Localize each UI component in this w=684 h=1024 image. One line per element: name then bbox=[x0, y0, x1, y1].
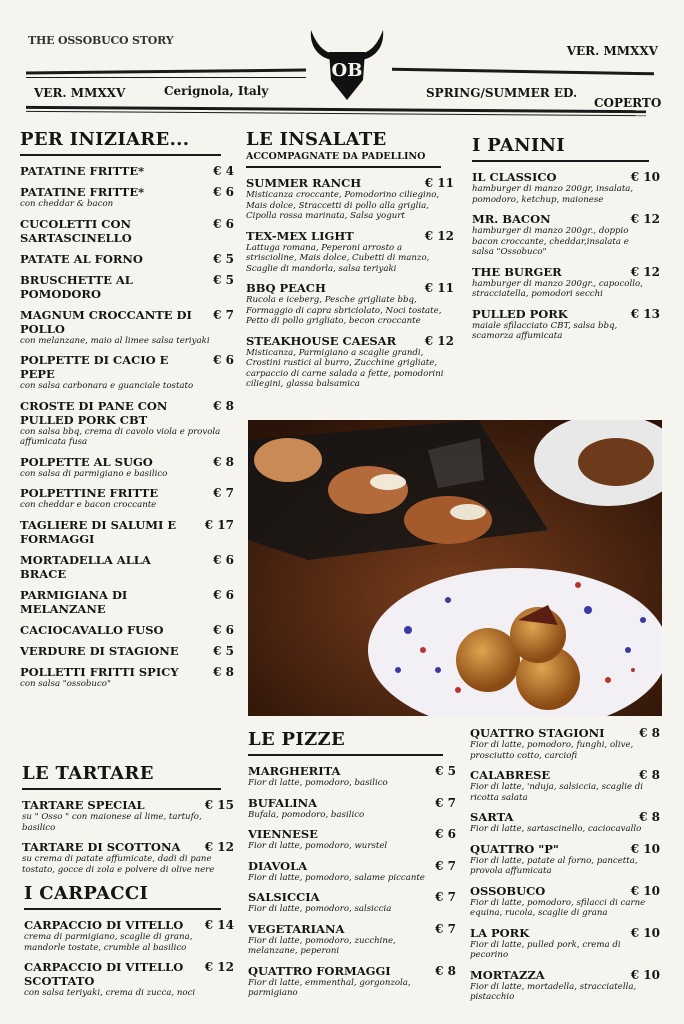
tartare-list bbox=[22, 798, 238, 875]
menu-item bbox=[248, 922, 460, 957]
menu-item bbox=[20, 455, 238, 480]
menu-item-name: CUCOLETTI CON SARTASCINELLO bbox=[20, 216, 132, 245]
menu-item-name: VEGETARIANA bbox=[248, 921, 345, 936]
menu-item bbox=[470, 968, 664, 1003]
section-rule bbox=[22, 788, 221, 790]
coperto: COPERTO bbox=[594, 96, 662, 110]
section-rule bbox=[20, 154, 221, 156]
menu-item bbox=[470, 768, 664, 803]
menu-item bbox=[248, 796, 460, 821]
menu-item bbox=[20, 623, 238, 637]
menu-item-name: MORTAZZA bbox=[470, 967, 545, 982]
menu-item bbox=[20, 164, 238, 178]
col-left bbox=[20, 130, 238, 696]
menu-item bbox=[20, 217, 238, 245]
menu-item bbox=[22, 798, 238, 833]
panini-list bbox=[472, 170, 664, 342]
menu-item-name: POLLETTI FRITTI SPICY bbox=[20, 664, 179, 679]
menu-item bbox=[470, 842, 664, 877]
menu-item bbox=[246, 334, 458, 390]
menu-item-name: CARPACCIO DI VITELLO bbox=[24, 918, 184, 932]
section-rule bbox=[246, 166, 441, 168]
menu-item bbox=[246, 229, 458, 275]
section-rule bbox=[472, 160, 649, 162]
menu-item-name: DIAVOLA bbox=[248, 858, 308, 873]
section-title-carpacci: I CARPACCI bbox=[24, 883, 149, 904]
menu-item-name: LA PORK bbox=[470, 925, 530, 940]
menu-item-description: hamburger di manzo 200gr., doppio bacon croccante, cheddar,insalata e salsa "Ossobuco" bbox=[472, 226, 629, 257]
header-rule-top bbox=[26, 69, 306, 75]
menu-item-price: € 6 bbox=[213, 185, 234, 199]
menu-item bbox=[20, 588, 238, 616]
menu-item-price: € 10 bbox=[630, 170, 660, 184]
menu-item-description: con cheddar & bacon bbox=[20, 199, 114, 209]
menu-item-description: con cheddar e bacon croccante bbox=[20, 500, 157, 510]
menu-item-name: POLPETTE AL SUGO bbox=[20, 454, 153, 469]
menu-item-price: € 6 bbox=[213, 216, 234, 231]
menu-item-price: € 8 bbox=[639, 768, 660, 782]
section-title-tartare: LE TARTARE bbox=[22, 763, 154, 784]
menu-item bbox=[20, 185, 238, 210]
menu-item-name: SUMMER RANCH bbox=[246, 176, 362, 190]
menu-item-price: € 6 bbox=[213, 552, 234, 567]
col-left-carpacci bbox=[24, 884, 238, 1006]
menu-item-price: € 8 bbox=[435, 963, 456, 978]
section-rule bbox=[24, 908, 221, 910]
menu-item-price: € 7 bbox=[435, 890, 456, 904]
menu-item-price: € 14 bbox=[204, 918, 234, 932]
menu-item-price: € 6 bbox=[213, 587, 234, 602]
menu-item-price: € 8 bbox=[639, 810, 660, 824]
menu-item-name: CACIOCAVALLO FUSO bbox=[20, 622, 164, 637]
menu-item-description: Fior di latte, 'nduja, salsiccia, scaglie di ricotta salata bbox=[470, 782, 644, 803]
col-pizze-left bbox=[248, 730, 460, 1006]
section-title-panini: I PANINI bbox=[472, 135, 566, 156]
pizze-right-list bbox=[470, 726, 664, 1003]
menu-item-name: TAGLIERE DI SALUMI E FORMAGGI bbox=[20, 517, 177, 546]
col-left-tartare bbox=[22, 764, 238, 882]
menu-item bbox=[246, 281, 458, 327]
menu-item bbox=[470, 726, 664, 761]
menu-item-price: € 8 bbox=[213, 454, 234, 469]
menu-item-name: STEAKHOUSE CAESAR bbox=[246, 333, 397, 348]
menu-item-price: € 6 bbox=[213, 353, 234, 367]
menu-item-description: Fior di latte, pomodoro, basilico bbox=[248, 778, 388, 788]
menu-item-price: € 17 bbox=[204, 517, 234, 532]
menu-item-name: SARTA bbox=[470, 810, 514, 824]
menu-item-name: IL CLASSICO bbox=[472, 170, 557, 184]
menu-item-description: Fior di latte, pomodoro, funghi, olive, prosciutto cotto, carciofi bbox=[470, 740, 634, 761]
menu-item-description: Fior di latte, pomodoro, sfilacci di carne equina, rucola, scaglie di grana bbox=[470, 897, 646, 918]
carpacci-list bbox=[24, 918, 238, 999]
menu-item bbox=[248, 827, 460, 852]
menu-item-name: MARGHERITA bbox=[248, 764, 341, 778]
menu-item-price: € 6 bbox=[435, 827, 456, 841]
menu-item-price: € 8 bbox=[213, 398, 234, 413]
menu-item bbox=[20, 644, 238, 658]
menu-item-description: con melanzane, maio al limee salsa teriyaki bbox=[20, 335, 210, 346]
section-subtitle-insalate: ACCOMPAGNATE DA PADELLINO bbox=[246, 151, 426, 162]
menu-item-price: € 5 bbox=[213, 272, 234, 287]
section-title-pizze: LE PIZZE bbox=[248, 729, 345, 750]
menu-item-name: PATATE AL FORNO bbox=[20, 251, 143, 266]
menu-item-name: TEX-MEX LIGHT bbox=[246, 228, 354, 243]
menu-item-price: € 12 bbox=[630, 212, 660, 226]
menu-item-description: Fior di latte, pomodoro, salame piccante bbox=[248, 872, 425, 883]
menu-item bbox=[20, 518, 238, 546]
menu-item bbox=[20, 665, 238, 690]
menu-item-description: Bufala, pomodoro, basilico bbox=[248, 809, 365, 820]
menu-item bbox=[20, 252, 238, 266]
menu-item bbox=[248, 764, 460, 789]
menu-item-price: € 5 bbox=[435, 764, 456, 778]
menu-item-price: € 12 bbox=[204, 840, 234, 854]
menu-item-name: CALABRESE bbox=[470, 768, 551, 782]
insalate-list bbox=[246, 176, 458, 390]
menu-item-description: con salsa carbonara e guanciale tostato bbox=[20, 381, 194, 391]
menu-item bbox=[470, 884, 664, 919]
version-left: VER. MMXXV bbox=[34, 86, 126, 100]
menu-item bbox=[470, 810, 664, 835]
menu-item-price: € 7 bbox=[213, 307, 234, 322]
menu-item-name: THE BURGER bbox=[472, 264, 562, 279]
menu-item bbox=[20, 273, 238, 301]
menu-item-description: Rucola e iceberg, Pesche grigliate bbq, Formaggio di capra sbriciolato, Noci tostate, Petto di pollo grigliato, becon croccante bbox=[246, 295, 442, 326]
brand-text: THE OSSOBUCO STORY bbox=[28, 34, 174, 47]
menu-item-description: con salsa di parmigiano e basilico bbox=[20, 468, 168, 479]
menu-item-name: SALSICCIA bbox=[248, 890, 320, 904]
menu-item-description: maiale sfilacciato CBT, salsa bbq, scamorza affumicata bbox=[472, 320, 618, 341]
menu-item-description: con salsa teriyaki, crema di zucca, noci bbox=[24, 988, 196, 998]
menu-item-name: CROSTE DI PANE CON PULLED PORK CBT bbox=[20, 398, 168, 427]
menu-item-price: € 5 bbox=[213, 643, 234, 658]
menu-item-price: € 10 bbox=[630, 883, 660, 898]
menu-item-description: Fior di latte, pomodoro, zucchine, melanzane, peperoni bbox=[248, 935, 396, 956]
menu-item-name: PATATINE FRITTE* bbox=[20, 185, 145, 199]
menu-item-name: PATATINE FRITTE* bbox=[20, 164, 145, 178]
menu-item-description: Fior di latte, patate al forno, pancetta, provola affumicata bbox=[470, 855, 638, 876]
menu-item bbox=[20, 353, 238, 392]
col-middle bbox=[246, 130, 458, 397]
menu-item-name: TARTARE SPECIAL bbox=[22, 798, 145, 812]
menu-item-description: Misticanza, Parmigiano a scaglie grandi, Crostini rustici al burro, Zucchine grigliate, carpaccio di carne salada a fette, pomodorini ciliegini, glassa balsamica bbox=[246, 347, 444, 389]
location: Cerignola, Italy bbox=[164, 84, 269, 98]
logo-text: OB bbox=[331, 60, 363, 81]
menu-item-price: € 6 bbox=[213, 622, 234, 637]
menu-item-description: su crema di patate affumicate, dadi di pane tostato, gocce di zola e polvere di olive nere bbox=[22, 854, 215, 875]
menu-item-price: € 7 bbox=[213, 486, 234, 500]
bull-head-icon bbox=[305, 20, 389, 104]
menu-item-price: € 7 bbox=[435, 921, 456, 936]
menu-item-name: OSSOBUCO bbox=[470, 883, 546, 898]
menu-item bbox=[22, 840, 238, 875]
menu-item-price: € 10 bbox=[630, 967, 660, 982]
menu-item-name: QUATTRO STAGIONI bbox=[470, 726, 605, 740]
edition: SPRING/SUMMER ED. bbox=[426, 86, 578, 100]
menu-item bbox=[248, 890, 460, 915]
menu-item bbox=[20, 399, 238, 448]
menu-item-price: € 11 bbox=[424, 176, 454, 190]
menu-item-name: BBQ PEACH bbox=[246, 281, 326, 295]
menu-item-price: € 7 bbox=[435, 858, 456, 873]
section-rule bbox=[248, 754, 443, 756]
menu-item-name: MORTADELLA ALLA BRACE bbox=[20, 552, 151, 581]
col-pizze-right bbox=[470, 726, 664, 1010]
menu-item bbox=[472, 170, 664, 205]
menu-item bbox=[20, 308, 238, 347]
menu-item-price: € 7 bbox=[435, 795, 456, 810]
menu-item bbox=[246, 176, 458, 222]
menu-item-name: BRUSCHETTE AL POMODORO bbox=[20, 272, 133, 301]
food-photo-illustration bbox=[248, 420, 662, 716]
menu-item-description: Fior di latte, mortadella, stracciatella, pistacchio bbox=[470, 981, 637, 1002]
menu-item-price: € 4 bbox=[213, 164, 234, 178]
menu-item-price: € 12 bbox=[204, 960, 234, 974]
menu-item-description: Fior di latte, pulled pork, crema di pecorino bbox=[470, 939, 621, 960]
menu-item-name: MR. BACON bbox=[472, 212, 551, 226]
menu-item-name: POLPETTINE FRITTE bbox=[20, 486, 159, 500]
menu-item bbox=[470, 926, 664, 961]
menu-item-price: € 10 bbox=[630, 925, 660, 940]
menu-item bbox=[248, 859, 460, 884]
menu-item-price: € 13 bbox=[630, 306, 660, 321]
menu-item-name: PARMIGIANA DI MELANZANE bbox=[20, 587, 128, 616]
menu-item-price: € 12 bbox=[424, 228, 454, 243]
pizze-left-list bbox=[248, 764, 460, 999]
menu-item-name: VIENNESE bbox=[248, 827, 318, 841]
menu-item bbox=[24, 918, 238, 953]
version-top: VER. MMXXV bbox=[566, 44, 658, 58]
menu-item-price: € 5 bbox=[213, 251, 234, 266]
menu-item bbox=[472, 307, 664, 342]
menu-item-description: Fior di latte, sartascinello, caciocavallo bbox=[470, 824, 642, 834]
menu-item-name: CARPACCIO DI VITELLO SCOTTATO bbox=[24, 960, 184, 988]
per-iniziare-list bbox=[20, 164, 238, 689]
menu-item-description: Fior di latte, pomodoro, salsiccia bbox=[248, 904, 392, 914]
menu-item-name: MAGNUM CROCCANTE DI POLLO bbox=[20, 307, 192, 336]
header-rule-top-right bbox=[392, 68, 654, 76]
menu-item-description: Fior di latte, emmenthal, gorgonzola, parmigiano bbox=[248, 977, 411, 998]
menu-item-price: € 12 bbox=[630, 264, 660, 279]
menu-item bbox=[472, 265, 664, 300]
menu-item-name: TARTARE DI SCOTTONA bbox=[22, 840, 181, 854]
food-photo bbox=[248, 420, 662, 716]
menu-item-description: con salsa "ossobuco" bbox=[20, 678, 111, 689]
menu-item-price: € 15 bbox=[204, 798, 234, 812]
section-title-insalate: LE INSALATE bbox=[246, 129, 387, 150]
menu-item-price: € 8 bbox=[213, 664, 234, 679]
menu-item-name: QUATTRO "P" bbox=[470, 841, 559, 856]
menu-item-name: QUATTRO FORMAGGI bbox=[248, 963, 391, 978]
menu-item bbox=[20, 486, 238, 511]
section-title-per-iniziare: PER INIZIARE... bbox=[20, 129, 190, 150]
menu-item bbox=[248, 964, 460, 999]
header-rule-thin bbox=[26, 77, 306, 78]
menu-item-name: PULLED PORK bbox=[472, 306, 568, 321]
menu-item bbox=[24, 960, 238, 999]
menu-item-description: hamburger di manzo 200gr., capocollo, stracciatella, pomodori secchi bbox=[472, 278, 643, 299]
menu-item-description: crema di parmigiano, scaglie di grana, mandorle tostate, crumble al basilico bbox=[24, 932, 193, 953]
menu-item-name: POLPETTE DI CACIO E PEPE bbox=[20, 353, 169, 381]
menu-item-description: hamburger di manzo 200gr, insalata, pomodoro, ketchup, maionese bbox=[472, 184, 634, 205]
menu-item-price: € 12 bbox=[424, 333, 454, 348]
col-right bbox=[472, 136, 664, 349]
menu-item-name: VERDURE DI STAGIONE bbox=[20, 643, 179, 658]
menu-item-description: Lattuga romana, Peperoni arrosto a striscioline, Mais dolce, Cubetti di manzo, Scaglie di mandorla, salsa teriyaki bbox=[246, 242, 430, 274]
menu-item-price: € 8 bbox=[639, 726, 660, 740]
menu-item-price: € 11 bbox=[424, 281, 454, 295]
menu-item-name: BUFALINA bbox=[248, 795, 318, 810]
menu-item bbox=[20, 553, 238, 581]
menu-item-description: Fior di latte, pomodoro, wurstel bbox=[248, 841, 388, 851]
menu-item-description: Misticanza croccante, Pomodorino ciliegino, Mais dolce, Straccetti di pollo alla griglia, Cipolla rossa marinata, Salsa yogurt bbox=[246, 190, 440, 221]
menu-item-description: con salsa bbq, crema di cavolo viola e provola affumicata fusa bbox=[20, 426, 221, 447]
menu-item-description: su " Osso " con maionese al lime, tartufo, basilico bbox=[22, 812, 202, 833]
menu-item bbox=[472, 212, 664, 258]
menu-item-price: € 10 bbox=[630, 841, 660, 856]
